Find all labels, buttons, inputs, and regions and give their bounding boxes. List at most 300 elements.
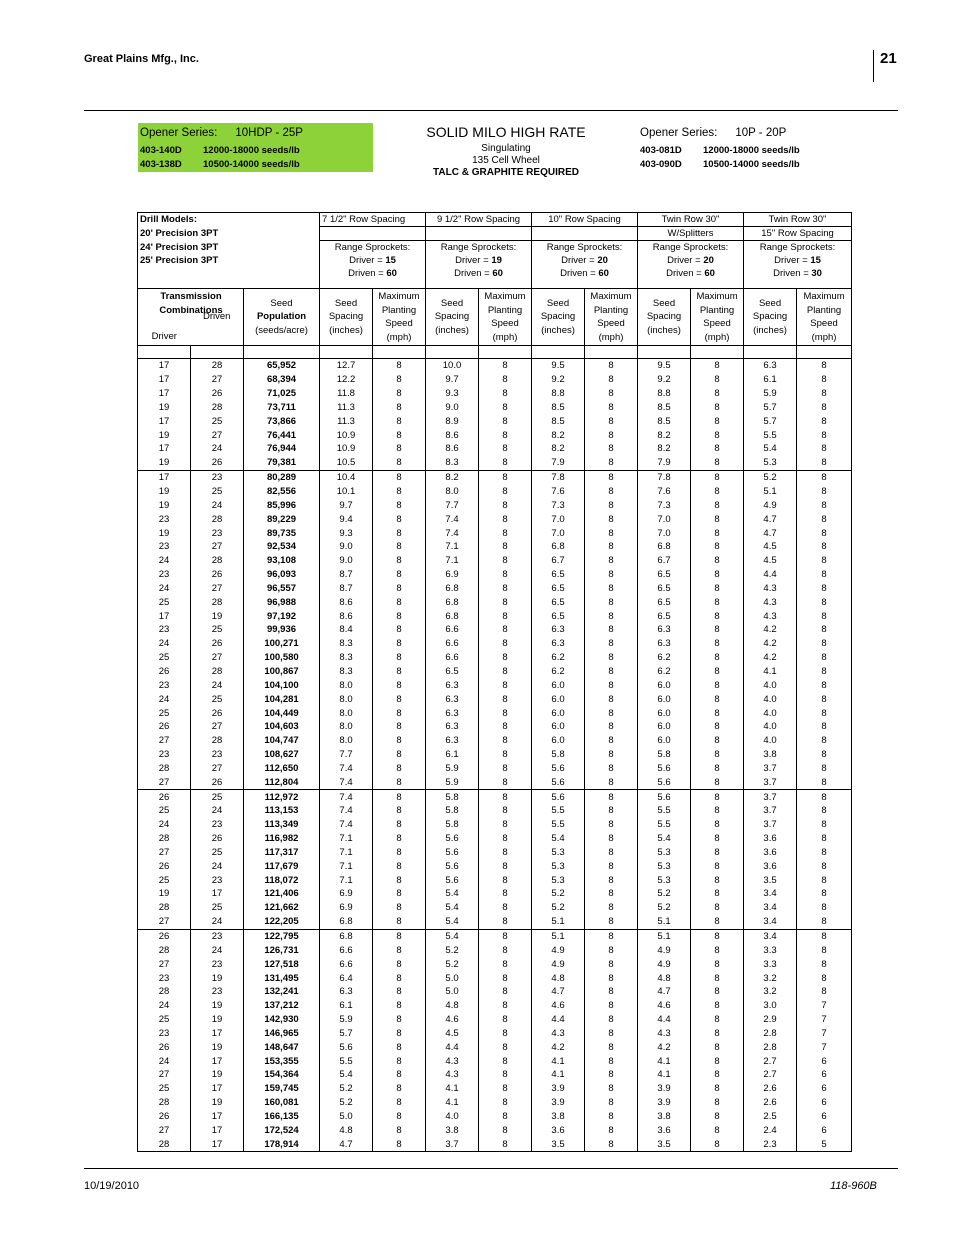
table-row <box>138 359 852 373</box>
table-cell: 8 <box>797 804 852 818</box>
table-cell: 7.6 <box>638 485 691 499</box>
table-cell: 8 <box>797 428 852 442</box>
population-cell: 92,534 <box>244 540 320 554</box>
table-cell: 27 <box>191 651 244 665</box>
table-row <box>138 818 852 832</box>
table-cell: 5.9 <box>744 387 797 401</box>
table-cell: 27 <box>191 428 244 442</box>
table-row <box>138 971 852 985</box>
table-cell: 5.2 <box>532 901 585 915</box>
table-cell: 8 <box>691 678 744 692</box>
table-cell: 5.3 <box>532 859 585 873</box>
table-cell: 8 <box>691 414 744 428</box>
table-cell: 8 <box>373 582 426 596</box>
table-row <box>138 1027 852 1041</box>
table-cell: 8 <box>797 985 852 999</box>
table-cell: 8 <box>797 761 852 775</box>
seed-spacing-header: Seed Spacing (inches) <box>744 289 797 346</box>
table-cell: 28 <box>191 401 244 415</box>
table-cell: 9.0 <box>426 401 479 415</box>
table-row <box>138 943 852 957</box>
table-cell: 8 <box>479 720 532 734</box>
table-cell: 7.1 <box>426 554 479 568</box>
table-cell: 28 <box>138 943 191 957</box>
table-cell: 19 <box>191 609 244 623</box>
table-cell: 6.0 <box>532 706 585 720</box>
table-cell: 8 <box>797 595 852 609</box>
population-header: Seed Population (seeds/acre) <box>244 289 320 346</box>
table-cell: 25 <box>138 1013 191 1027</box>
table-cell: 8 <box>691 582 744 596</box>
table-cell: 8.5 <box>638 414 691 428</box>
table-cell: 8 <box>585 748 638 762</box>
table-cell: 8 <box>479 1040 532 1054</box>
table-cell: 8 <box>373 734 426 748</box>
table-cell: 8.6 <box>426 442 479 456</box>
range-sprockets-label: Range Sprockets: <box>744 241 852 255</box>
table-cell: 8 <box>373 748 426 762</box>
table-cell: 8 <box>373 554 426 568</box>
table-cell: 8 <box>585 1110 638 1124</box>
table-cell: 28 <box>191 359 244 373</box>
table-cell: 6 <box>797 1096 852 1110</box>
seed-spacing-header: Seed Spacing (inches) <box>426 289 479 346</box>
table-cell: 8 <box>479 540 532 554</box>
seed-range: 12000-18000 seeds/lb <box>203 145 300 156</box>
table-cell: 8.3 <box>320 665 373 679</box>
table-cell: 24 <box>138 999 191 1013</box>
table-cell: 26 <box>138 665 191 679</box>
table-cell: 8 <box>585 873 638 887</box>
table-cell: 4.3 <box>426 1068 479 1082</box>
table-cell: 8 <box>585 706 638 720</box>
table-cell: 5.9 <box>426 761 479 775</box>
table-cell: 25 <box>191 846 244 860</box>
table-row <box>138 775 852 789</box>
table-cell: 8 <box>373 428 426 442</box>
table-cell: 5.2 <box>426 957 479 971</box>
table-cell: 8 <box>585 985 638 999</box>
table-cell: 8 <box>797 582 852 596</box>
table-cell: 5.6 <box>638 775 691 789</box>
part-number: 403-081D <box>640 145 682 156</box>
part-number: 403-138D <box>140 159 182 170</box>
part-number: 403-090D <box>640 159 682 170</box>
drill-model: 25' Precision 3PT <box>138 254 320 267</box>
population-cell: 73,866 <box>244 414 320 428</box>
table-cell: 8 <box>691 442 744 456</box>
table-cell: 10.5 <box>320 456 373 470</box>
table-cell: 2.9 <box>744 1013 797 1027</box>
table-cell: 8 <box>373 456 426 470</box>
table-cell: 5.7 <box>744 414 797 428</box>
table-cell: 2.5 <box>744 1110 797 1124</box>
table-cell: 24 <box>191 442 244 456</box>
table-cell: 23 <box>191 470 244 484</box>
population-cell: 122,795 <box>244 929 320 943</box>
right-opener-value: 10P - 20P <box>735 127 787 139</box>
table-cell: 8 <box>585 971 638 985</box>
table-cell: 8 <box>797 609 852 623</box>
table-cell: 25 <box>191 692 244 706</box>
table-cell: 9.7 <box>320 498 373 512</box>
table-row <box>138 1068 852 1082</box>
table-cell: 3.2 <box>744 985 797 999</box>
table-cell: 8 <box>479 359 532 373</box>
driven-sprocket: Driven = 60 <box>638 267 744 280</box>
population-cell: 100,580 <box>244 651 320 665</box>
table-row <box>138 595 852 609</box>
table-cell: 6.7 <box>638 554 691 568</box>
table-cell: 5.6 <box>426 859 479 873</box>
population-cell: 73,711 <box>244 401 320 415</box>
table-cell: 8 <box>585 609 638 623</box>
table-cell: 19 <box>191 1040 244 1054</box>
table-cell: 5.6 <box>426 846 479 860</box>
table-cell: 8 <box>585 401 638 415</box>
table-cell: 6.1 <box>426 748 479 762</box>
table-cell: 8 <box>585 582 638 596</box>
table-row <box>138 609 852 623</box>
table-row <box>138 957 852 971</box>
population-cell: 137,212 <box>244 999 320 1013</box>
population-cell: 148,647 <box>244 1040 320 1054</box>
table-cell: 6.0 <box>532 678 585 692</box>
table-cell: 8 <box>479 999 532 1013</box>
table-cell: 6.0 <box>638 678 691 692</box>
table-cell: 9.2 <box>638 373 691 387</box>
table-cell: 8 <box>691 957 744 971</box>
page-title: SOLID MILO HIGH RATE <box>426 124 586 140</box>
table-cell: 25 <box>138 804 191 818</box>
table-cell: 4.4 <box>532 1013 585 1027</box>
table-cell: 27 <box>138 846 191 860</box>
table-cell: 5.1 <box>532 915 585 929</box>
table-cell: 6.8 <box>426 595 479 609</box>
table-cell: 7 <box>797 1013 852 1027</box>
table-cell: 8.6 <box>320 595 373 609</box>
table-cell: 8 <box>797 359 852 373</box>
table-cell: 3.9 <box>638 1082 691 1096</box>
table-cell: 8.9 <box>426 414 479 428</box>
table-cell: 17 <box>191 1110 244 1124</box>
population-cell: 117,679 <box>244 859 320 873</box>
table-cell: 6.4 <box>320 971 373 985</box>
table-cell: 3.2 <box>744 971 797 985</box>
table-cell: 8 <box>691 706 744 720</box>
table-cell: 8 <box>797 485 852 499</box>
table-cell: 8 <box>691 1054 744 1068</box>
table-cell: 8 <box>479 401 532 415</box>
table-cell: 25 <box>191 790 244 804</box>
table-row <box>138 526 852 540</box>
table-cell: 4.7 <box>744 512 797 526</box>
table-cell: 8 <box>479 985 532 999</box>
table-cell: 8 <box>479 832 532 846</box>
table-cell: 8 <box>479 706 532 720</box>
table-cell: 26 <box>191 775 244 789</box>
table-cell: 8 <box>585 442 638 456</box>
table-cell: 4.1 <box>744 665 797 679</box>
table-cell: 27 <box>191 582 244 596</box>
table-cell: 7.0 <box>532 526 585 540</box>
table-cell: 8 <box>479 678 532 692</box>
part-number: 403-140D <box>140 145 182 156</box>
table-cell: 5.2 <box>426 943 479 957</box>
table-cell: 8 <box>691 1137 744 1151</box>
table-cell: 8 <box>691 985 744 999</box>
table-cell: 9.5 <box>532 359 585 373</box>
table-cell: 8 <box>479 748 532 762</box>
table-cell: 6.3 <box>426 720 479 734</box>
population-cell: 71,025 <box>244 387 320 401</box>
population-cell: 122,205 <box>244 915 320 929</box>
table-cell: 23 <box>191 818 244 832</box>
table-cell: 4.3 <box>532 1027 585 1041</box>
table-cell: 8 <box>585 887 638 901</box>
population-cell: 153,355 <box>244 1054 320 1068</box>
max-speed-header: Maximum Planting Speed (mph) <box>479 289 532 346</box>
table-cell: 6.0 <box>532 734 585 748</box>
table-cell: 7.4 <box>320 818 373 832</box>
table-cell: 6.0 <box>638 692 691 706</box>
table-cell: 25 <box>138 651 191 665</box>
table-cell: 8 <box>691 818 744 832</box>
population-cell: 79,381 <box>244 456 320 470</box>
table-cell: 27 <box>138 734 191 748</box>
table-cell: 8.0 <box>320 692 373 706</box>
table-cell: 25 <box>191 485 244 499</box>
table-cell: 8 <box>797 775 852 789</box>
table-cell: 4.5 <box>744 540 797 554</box>
table-cell: 8 <box>691 1082 744 1096</box>
table-cell: 8.6 <box>320 609 373 623</box>
table-cell: 8 <box>373 846 426 860</box>
table-cell: 17 <box>191 1027 244 1041</box>
driver-sprocket: Driver = 15 <box>744 254 852 267</box>
table-cell: 9.5 <box>638 359 691 373</box>
spacing-name: 7 1/2" Row Spacing <box>320 213 426 227</box>
table-cell: 27 <box>138 775 191 789</box>
table-cell: 5.6 <box>638 790 691 804</box>
table-cell: 3.5 <box>744 873 797 887</box>
table-cell: 24 <box>191 915 244 929</box>
table-cell: 8 <box>373 1096 426 1110</box>
range-sprockets-label: Range Sprockets: <box>320 241 426 255</box>
population-cell: 172,524 <box>244 1123 320 1137</box>
table-cell: 26 <box>138 1040 191 1054</box>
table-cell: 26 <box>191 568 244 582</box>
table-cell: 7.0 <box>532 512 585 526</box>
table-cell: 5.1 <box>638 915 691 929</box>
table-cell: 8 <box>479 428 532 442</box>
table-cell: 26 <box>191 456 244 470</box>
population-cell: 97,192 <box>244 609 320 623</box>
table-cell: 27 <box>138 957 191 971</box>
table-cell: 8 <box>373 359 426 373</box>
table-cell: 7.0 <box>638 512 691 526</box>
table-cell: 8 <box>479 775 532 789</box>
max-speed-header: Maximum Planting Speed (mph) <box>797 289 852 346</box>
table-cell: 25 <box>138 1082 191 1096</box>
table-cell: 8 <box>797 692 852 706</box>
table-cell: 4.7 <box>320 1137 373 1151</box>
table-cell: 8 <box>797 943 852 957</box>
table-cell: 23 <box>138 971 191 985</box>
table-cell: 6.5 <box>532 595 585 609</box>
driver-sprocket: Driver = 20 <box>638 254 744 267</box>
table-cell: 8 <box>691 1110 744 1124</box>
right-opener-row <box>640 159 800 170</box>
table-cell: 8.2 <box>638 428 691 442</box>
table-cell: 8 <box>691 470 744 484</box>
table-cell: 8 <box>585 540 638 554</box>
table-cell: 11.8 <box>320 387 373 401</box>
table-cell: 19 <box>138 428 191 442</box>
table-cell: 4.0 <box>426 1110 479 1124</box>
table-cell: 8 <box>479 1027 532 1041</box>
population-cell: 104,747 <box>244 734 320 748</box>
table-cell: 23 <box>138 678 191 692</box>
table-cell: 6.2 <box>532 665 585 679</box>
table-cell: 3.8 <box>744 748 797 762</box>
table-cell: 8 <box>691 428 744 442</box>
table-cell: 5 <box>797 1137 852 1151</box>
table-cell: 6.6 <box>426 623 479 637</box>
table-cell: 8 <box>479 1054 532 1068</box>
table-cell: 5.3 <box>638 873 691 887</box>
population-cell: 112,650 <box>244 761 320 775</box>
table-cell: 9.0 <box>320 540 373 554</box>
population-cell: 178,914 <box>244 1137 320 1151</box>
population-cell: 112,972 <box>244 790 320 804</box>
table-cell: 8 <box>797 748 852 762</box>
table-cell: 8 <box>373 414 426 428</box>
table-row <box>138 1082 852 1096</box>
table-cell: 8 <box>797 498 852 512</box>
table-cell: 24 <box>138 554 191 568</box>
max-speed-header: Maximum Planting Speed (mph) <box>585 289 638 346</box>
population-cell: 132,241 <box>244 985 320 999</box>
table-cell: 17 <box>138 387 191 401</box>
table-cell: 8.7 <box>320 568 373 582</box>
table-cell: 8 <box>373 692 426 706</box>
table-cell: 6.8 <box>320 929 373 943</box>
table-row <box>138 442 852 456</box>
table-cell: 23 <box>138 568 191 582</box>
population-cell: 159,745 <box>244 1082 320 1096</box>
table-cell: 3.9 <box>532 1096 585 1110</box>
population-cell: 96,093 <box>244 568 320 582</box>
table-cell: 8 <box>373 775 426 789</box>
table-cell: 4.0 <box>744 734 797 748</box>
driver-header: Transmission Combinations Driver <box>138 289 191 346</box>
table-cell: 8.8 <box>532 387 585 401</box>
header-rule <box>84 110 898 111</box>
table-cell: 25 <box>138 595 191 609</box>
table-cell: 8 <box>479 373 532 387</box>
table-cell: 6.0 <box>638 720 691 734</box>
table-cell: 8 <box>691 373 744 387</box>
table-cell: 8 <box>691 540 744 554</box>
table-cell: 7 <box>797 1040 852 1054</box>
population-cell: 104,100 <box>244 678 320 692</box>
table-cell: 4.3 <box>426 1054 479 1068</box>
table-cell: 2.8 <box>744 1040 797 1054</box>
table-cell: 8 <box>691 595 744 609</box>
table-cell: 6.5 <box>638 568 691 582</box>
table-cell: 8 <box>585 512 638 526</box>
table-cell: 5.3 <box>638 859 691 873</box>
table-cell: 8 <box>585 637 638 651</box>
table-cell: 5.4 <box>426 929 479 943</box>
table-cell: 5.6 <box>532 775 585 789</box>
table-cell: 5.8 <box>426 790 479 804</box>
population-cell: 112,804 <box>244 775 320 789</box>
table-cell: 8 <box>691 901 744 915</box>
table-cell: 3.7 <box>744 761 797 775</box>
table-cell: 8.2 <box>532 428 585 442</box>
table-cell: 4.2 <box>744 651 797 665</box>
table-cell: 8.6 <box>426 428 479 442</box>
table-cell: 5.6 <box>320 1040 373 1054</box>
table-cell: 8 <box>373 540 426 554</box>
table-cell: 6.6 <box>320 943 373 957</box>
table-cell: 28 <box>138 1137 191 1151</box>
table-cell: 4.1 <box>532 1068 585 1082</box>
table-cell: 8 <box>691 873 744 887</box>
table-cell: 5.8 <box>426 818 479 832</box>
table-cell: 8 <box>691 485 744 499</box>
table-row <box>138 387 852 401</box>
seed-spacing-header: Seed Spacing (inches) <box>320 289 373 346</box>
table-cell: 8 <box>691 804 744 818</box>
spacing-sub <box>426 227 532 241</box>
table-cell: 6.3 <box>532 637 585 651</box>
driven-sprocket: Driven = 60 <box>426 267 532 280</box>
table-cell: 3.7 <box>744 775 797 789</box>
table-cell: 7.3 <box>532 498 585 512</box>
table-cell: 8 <box>373 818 426 832</box>
table-cell: 5.5 <box>638 818 691 832</box>
table-row <box>138 485 852 499</box>
spacing-name: Twin Row 30" <box>638 213 744 227</box>
table-cell: 8 <box>373 526 426 540</box>
table-cell: 23 <box>138 540 191 554</box>
table-cell: 8 <box>479 761 532 775</box>
table-cell: 4.5 <box>426 1027 479 1041</box>
table-cell: 8 <box>797 957 852 971</box>
page-number: 21 <box>873 50 897 82</box>
table-cell: 4.0 <box>744 720 797 734</box>
table-cell: 24 <box>191 943 244 957</box>
table-row <box>138 999 852 1013</box>
table-cell: 4.1 <box>638 1054 691 1068</box>
table-cell: 8 <box>479 456 532 470</box>
table-cell: 4.3 <box>744 595 797 609</box>
seed-range: 10500-14000 seeds/lb <box>203 159 300 170</box>
table-cell: 8 <box>373 929 426 943</box>
table-cell: 4.0 <box>744 692 797 706</box>
table-cell: 8 <box>585 456 638 470</box>
table-cell: 9.3 <box>426 387 479 401</box>
table-row <box>138 582 852 596</box>
table-cell: 5.2 <box>638 887 691 901</box>
table-cell: 3.7 <box>744 804 797 818</box>
table-cell: 23 <box>191 957 244 971</box>
table-cell: 3.6 <box>744 859 797 873</box>
table-row <box>138 414 852 428</box>
